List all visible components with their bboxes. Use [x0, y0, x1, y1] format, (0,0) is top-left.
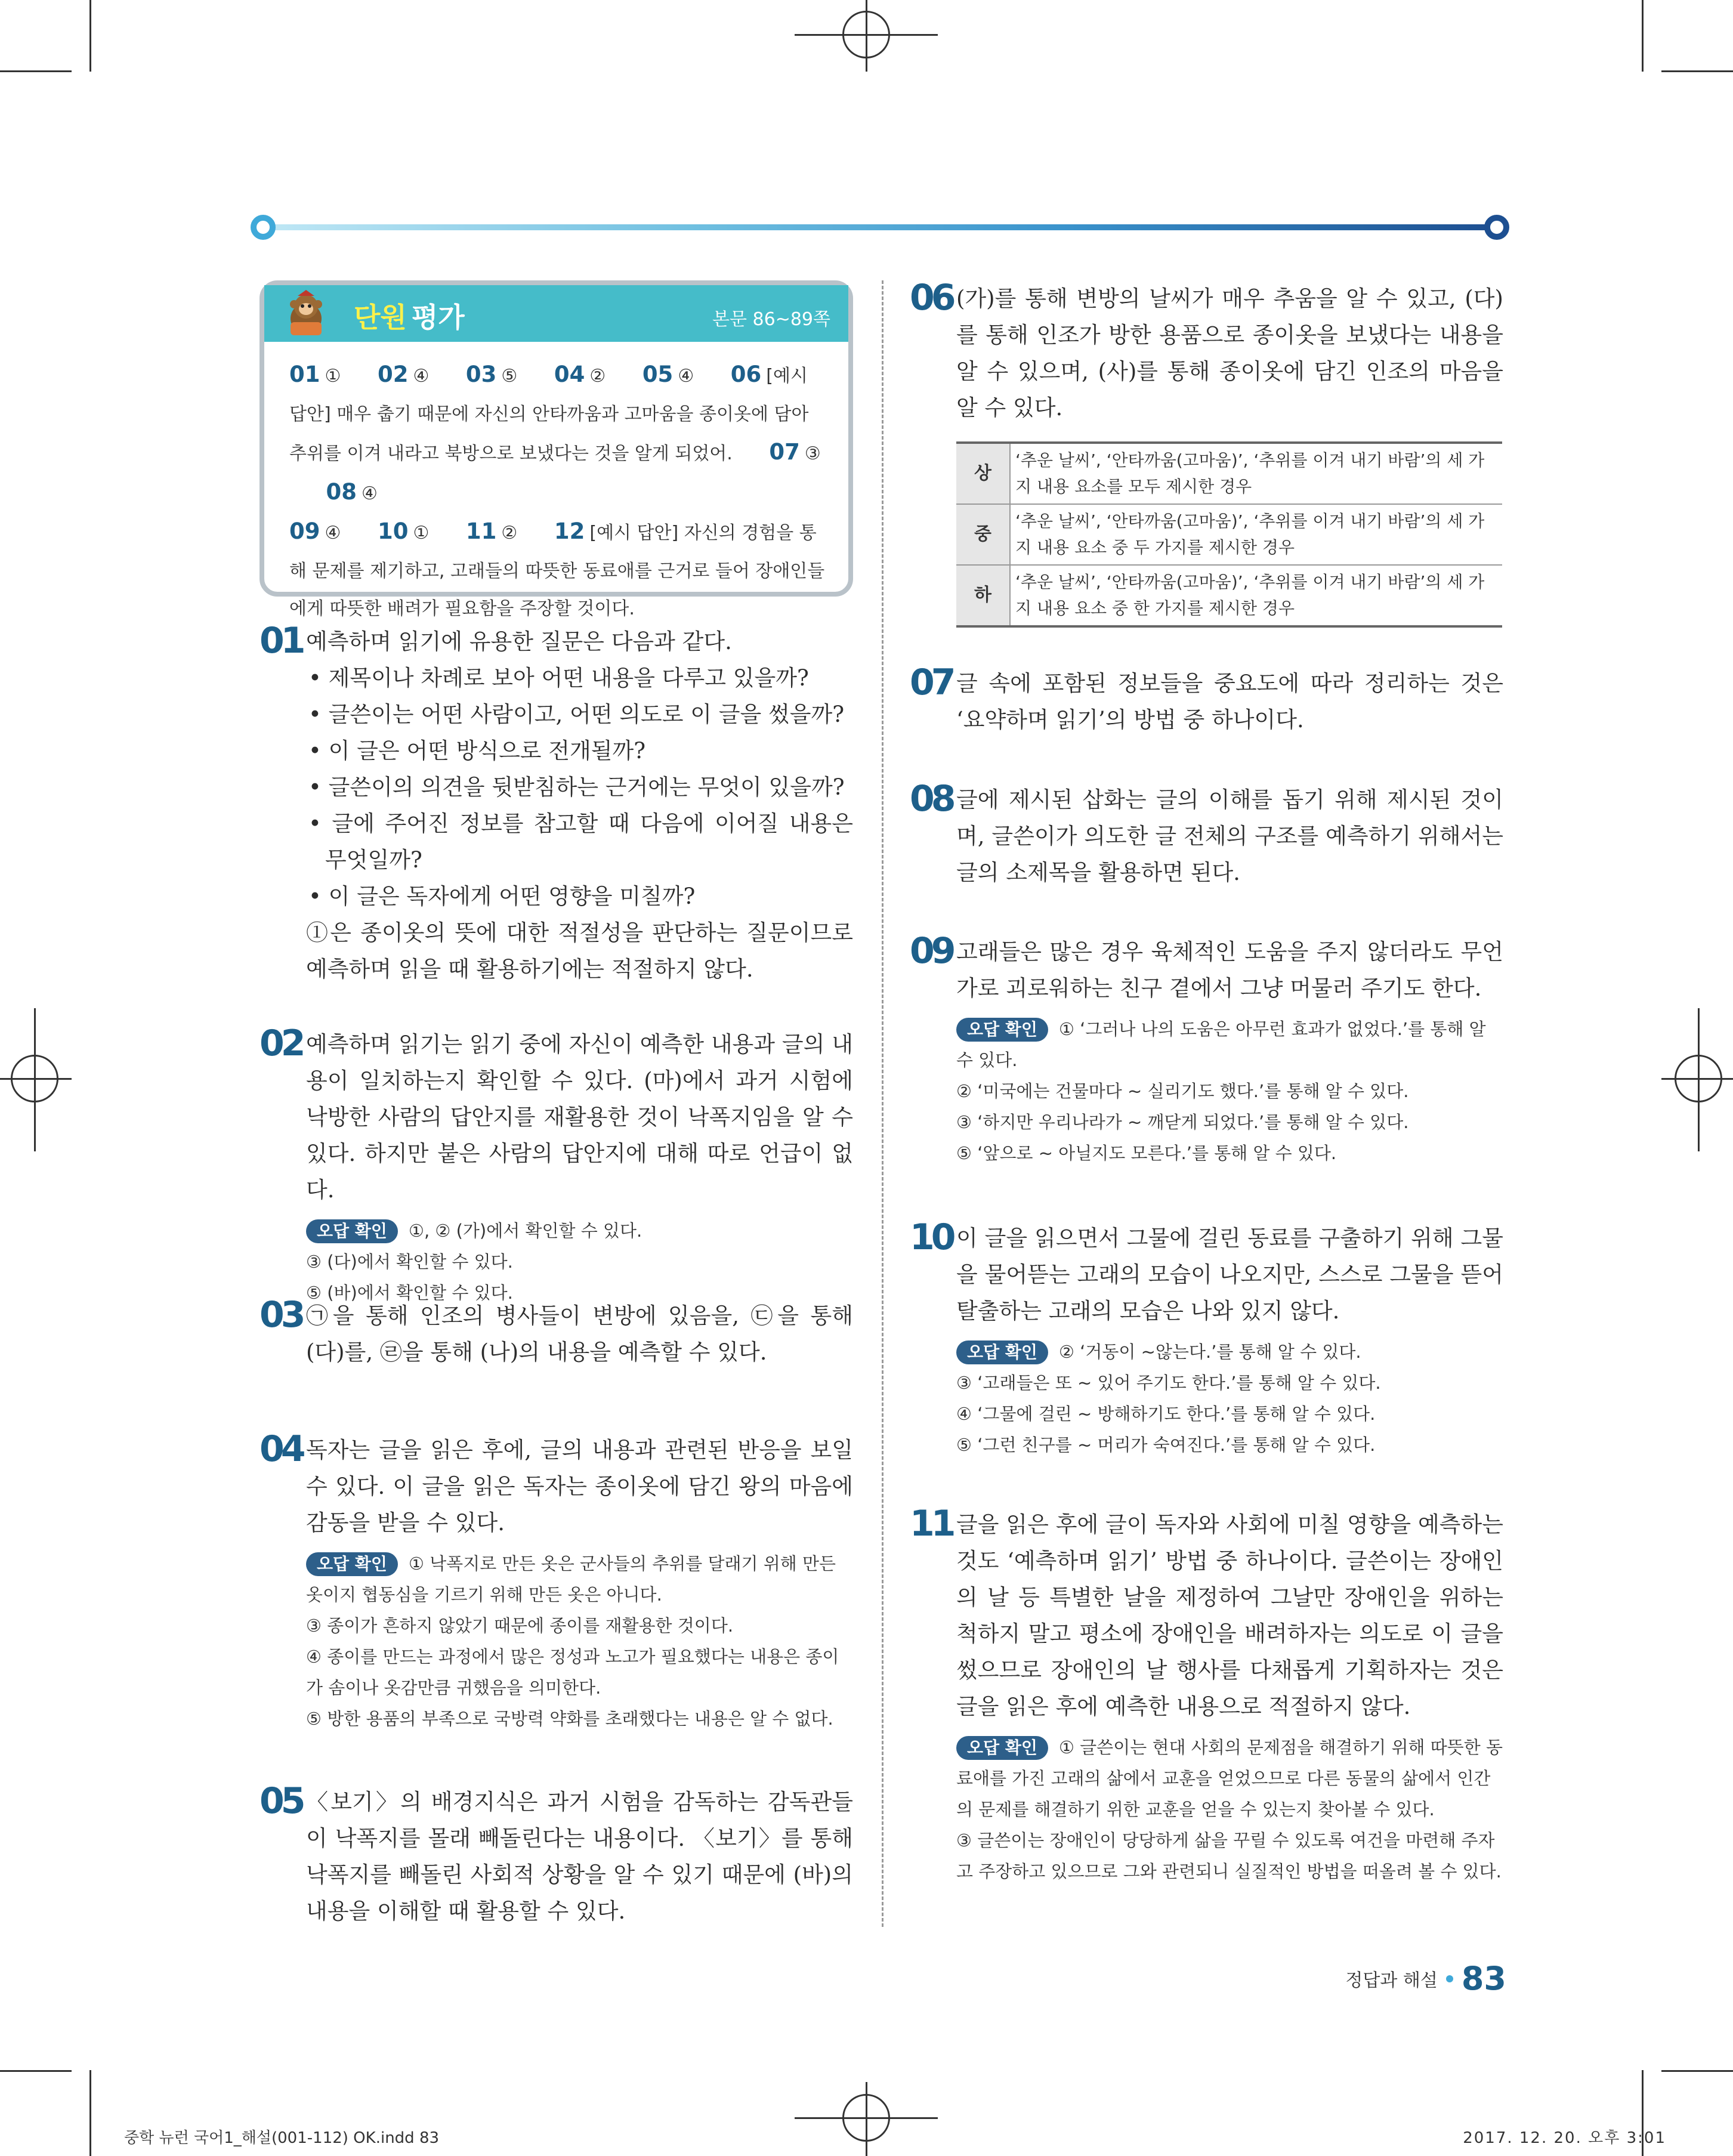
- answer-number: 08: [326, 478, 357, 505]
- question-number: 06: [910, 277, 953, 319]
- wrong-answer-note: [956, 1336, 1503, 1460]
- note-line: ① 글쓴이는 현대 사회의 문제점을 해결하기 위해 따뜻한 동료애를 가진 고래의 삶에서 교훈을 얻었으므로 다른 동물의 삶에서 인간의 문제를 해결하기 위한 교훈을 얻을 수 있는지 찾아볼 수 있다.: [956, 1737, 1503, 1820]
- note-line: ② ‘거동이 ~않는다.’를 통해 알 수 있다.: [1058, 1342, 1361, 1362]
- unit-page-reference: 본문 86~89쪽: [712, 309, 830, 330]
- answer-10: [377, 518, 430, 544]
- answer-number: 04: [554, 362, 585, 387]
- list-item: • 글쓴이의 의견을 뒷받침하는 근거에는 무엇이 있을까?: [308, 774, 845, 800]
- answer-number: 09: [289, 518, 320, 544]
- registration-cross-left-h: [0, 1078, 72, 1080]
- column-divider: [882, 280, 884, 1927]
- unit-evaluation-box: [260, 280, 853, 619]
- answer-value: ②: [589, 366, 606, 387]
- explanation-text: [306, 623, 853, 987]
- registration-cross-right-h: [1661, 1078, 1733, 1080]
- wrong-answer-badge: 오답 확인: [956, 1340, 1048, 1364]
- question-number: 08: [910, 778, 953, 820]
- registration-cross-top-v: [866, 0, 867, 72]
- explanation-11: [910, 1503, 1503, 1887]
- answer-value: ④: [325, 523, 341, 543]
- wrong-answer-badge: 오답 확인: [956, 1736, 1048, 1760]
- monkey-mascot-icon: [281, 289, 331, 339]
- answer-02: [377, 362, 430, 387]
- question-number: 02: [260, 1023, 302, 1064]
- question-number: 05: [260, 1780, 302, 1822]
- registration-cross-bottom-v: [866, 2082, 867, 2156]
- unit-title-highlight: 단원: [354, 301, 407, 333]
- answer-05: [642, 362, 694, 387]
- answer-06: [289, 362, 809, 464]
- answer-number: 11: [465, 518, 497, 544]
- wrong-answer-note: [956, 1732, 1503, 1887]
- crop-mark-bl-v: [89, 2070, 91, 2156]
- answer-09: [289, 518, 341, 544]
- explanation-08: [910, 778, 1503, 891]
- question-number: 11: [910, 1503, 953, 1545]
- answer-value: ④: [413, 366, 430, 387]
- explanation-text: 글을 읽은 후에 글이 독자와 사회에 미칠 영향을 예측하는 것도 ‘예측하며 읽기’ 방법 중 하나이다. 글쓴이는 장애인의 날 등 특별한 날을 제정하여 그날만 장애인을 위하는 척하지 말고 평소에 장애인을 배려하자는 의도로 이 글을 썼으므로 장애인의 날 행사를 다채롭게 기획하자는 것은 글을 읽은 후에 예측한 내용으로 적절하지 않다.: [956, 1512, 1503, 1719]
- note-line: ⑤ ‘앞으로 ~ 아닐지도 모른다.’를 통해 알 수 있다.: [956, 1143, 1337, 1163]
- wrong-answer-note: [956, 1014, 1503, 1169]
- grade-cell: 상: [956, 443, 1010, 504]
- list-item: • 글쓴이는 어떤 사람이고, 어떤 의도로 이 글을 썼을까?: [308, 702, 845, 727]
- explanation-text: 독자는 글을 읽은 후에, 글의 내용과 관련된 반응을 보일 수 있다. 이 글을 읽은 독자는 종이옷에 담긴 왕의 마음에 감동을 받을 수 있다.: [306, 1437, 853, 1536]
- intro-text: 예측하며 읽기에 유용한 질문은 다음과 같다.: [306, 629, 732, 654]
- header-dot-left: [251, 215, 276, 240]
- answer-number: 01: [289, 362, 320, 387]
- unit-evaluation-title: [354, 296, 465, 335]
- registration-cross-left-v: [34, 1008, 36, 1151]
- wrong-answer-badge: 오답 확인: [306, 1552, 398, 1576]
- note-line: ② ‘미국에는 건물마다 ~ 실리기도 했다.’를 통해 알 수 있다.: [956, 1081, 1409, 1101]
- note-line: ③ 글쓴이는 장애인이 당당하게 삶을 꾸릴 수 있도록 여건을 마련해 주자고 주장하고 있으므로 그와 관련되니 실질적인 방법을 떠올려 볼 수 있다.: [956, 1830, 1502, 1882]
- explanation-02: [260, 1023, 853, 1308]
- explanation-text: 글에 제시된 삽화는 글의 이해를 돕기 위해 제시된 것이며, 글쓴이가 의도한 글 전체의 구조를 예측하기 위해서는 글의 소제목을 활용하면 된다.: [956, 787, 1503, 885]
- print-slug-filename: 중학 뉴런 국어1_해설(001-112) OK.indd 83: [124, 2129, 440, 2147]
- question-number: 09: [910, 930, 953, 972]
- note-line: ④ 종이를 만드는 과정에서 많은 정성과 노고가 필요했다는 내용은 종이가 솜이나 옷감만큼 귀했음을 의미한다.: [306, 1647, 839, 1698]
- list-item: • 이 글은 어떤 방식으로 전개될까?: [308, 738, 646, 764]
- table-row: [956, 504, 1502, 565]
- note-line: ③ ‘고래들은 또 ~ 있어 주기도 한다.’를 통해 알 수 있다.: [956, 1373, 1381, 1393]
- note-line: ③ ‘하지만 우리나라가 ~ 깨닫게 되었다.’를 통해 알 수 있다.: [956, 1112, 1409, 1132]
- answer-value: ②: [501, 523, 518, 543]
- page-number: 83: [1461, 1960, 1506, 1997]
- explanation-text: 글 속에 포함된 정보들을 중요도에 따라 정리하는 것은 ‘요약하며 읽기’의 방법 중 하나이다.: [956, 671, 1503, 733]
- explanation-05: [260, 1780, 853, 1929]
- page-number-footer: [1345, 1960, 1506, 1997]
- footer-bullet-icon: [1446, 1975, 1453, 1982]
- grade-cell: 중: [956, 504, 1010, 565]
- unit-title-rest: 평가: [411, 301, 465, 333]
- answer-value: ⑤: [501, 366, 518, 387]
- wrong-answer-badge: 오답 확인: [306, 1219, 398, 1243]
- explanation-07: [910, 662, 1503, 738]
- explanation-text: (가)를 통해 변방의 날씨가 매우 추움을 알 수 있고, (다)를 통해 인조가 방한 용품으로 종이옷을 보냈다는 내용을 알 수 있으며, (사)를 통해 종이옷에 담긴 인조의 마음을 알 수 있다.: [956, 286, 1503, 421]
- crop-mark-tr-v: [1642, 0, 1644, 72]
- answer-value: ④: [678, 366, 694, 387]
- explanation-06: [910, 277, 1503, 628]
- question-number: 07: [910, 662, 953, 703]
- unit-evaluation-header: [264, 285, 848, 342]
- answer-value: ④: [362, 483, 378, 504]
- unit-answer-key: [289, 356, 829, 628]
- answer-value: ①: [413, 523, 430, 543]
- answer-11: [465, 518, 518, 544]
- answer-01: [289, 362, 341, 387]
- list-item: • 글에 주어진 정보를 참고할 때 다음에 이어질 내용은 무엇일까?: [308, 811, 853, 873]
- answer-value: ③: [804, 443, 821, 464]
- grade-cell: 하: [956, 565, 1010, 626]
- print-slug-timestamp: 2017. 12. 20. 오후 3:01: [1463, 2129, 1666, 2147]
- answer-04: [554, 362, 606, 387]
- crop-mark-tl-h: [0, 70, 72, 72]
- answer-value: [예시 답안] 매우 춥기 때문에 자신의 안타까움과 고마움을 종이옷에 담아 추위를 이겨 내라고 북방으로 보냈다는 것을 알게 되었어.: [289, 366, 809, 464]
- explanation-text: 고래들은 많은 경우 육체적인 도움을 주지 않더라도 무언가로 괴로워하는 친구 곁에서 그냥 머물러 주기도 한다.: [956, 939, 1503, 1001]
- explanation-03: [260, 1294, 853, 1370]
- note-line: ③ (다)에서 확인할 수 있다.: [306, 1252, 513, 1272]
- answer-number: 02: [377, 362, 409, 387]
- answer-number: 05: [642, 362, 674, 387]
- answer-08: [326, 478, 378, 505]
- grading-table: [956, 441, 1502, 628]
- answer-12: [289, 518, 825, 619]
- question-number: 03: [260, 1294, 302, 1336]
- explanation-text: ㉠을 통해 인조의 병사들이 변방에 있음을, ㉢을 통해 (다)를, ㉣을 통해 (나)의 내용을 예측할 수 있다.: [306, 1303, 853, 1365]
- crop-mark-bl-h: [0, 2070, 72, 2072]
- footer-label: 정답과 해설: [1345, 1970, 1438, 1991]
- header-bar: [251, 212, 1509, 242]
- header-gradient-line: [268, 224, 1491, 230]
- criteria-cell: ‘추운 날씨’, ‘안타까움(고마움)’, ‘추위를 이겨 내기 바람’의 세 가지 내용 요소 중 한 가지를 제시한 경우: [1010, 565, 1502, 626]
- answer-number: 12: [554, 518, 585, 544]
- answer-number: 03: [465, 362, 497, 387]
- answer-number: 07: [769, 439, 800, 465]
- note-line: ⑤ 방한 용품의 부족으로 국방력 약화를 초래했다는 내용은 알 수 없다.: [306, 1709, 833, 1729]
- note-line: ④ ‘그물에 걸린 ~ 방해하기도 한다.’를 통해 알 수 있다.: [956, 1404, 1376, 1424]
- crop-mark-tl-v: [89, 0, 91, 72]
- note-line: ① 낙폭지로 만든 옷은 군사들의 추위를 달래기 위해 만든 옷이지 협동심을 기르기 위해 만든 옷은 아니다.: [306, 1553, 836, 1605]
- answer-value: [예시 답안] 자신의 경험을 통해 문제를 제기하고, 고래들의 따뜻한 동료애를 근거로 들어 장애인들에게 따뜻한 배려가 필요함을 주장할 것이다.: [289, 523, 825, 619]
- note-line: ③ 종이가 흔하지 않았기 때문에 종이를 재활용한 것이다.: [306, 1616, 734, 1636]
- explanation-text: 예측하며 읽기는 읽기 중에 자신이 예측한 내용과 글의 내용이 일치하는지 확인할 수 있다. (마)에서 과거 시험에 낙방한 사람의 답안지를 재활용한 것이 낙폭지임을 알 수 있다. 하지만 붙은 사람의 답안지에 대해 따로 언급이 없다.: [306, 1031, 853, 1203]
- explanation-text: 이 글을 읽으면서 그물에 걸린 동료를 구출하기 위해 그물을 물어뜯는 고래의 모습이 나오지만, 스스로 그물을 뜯어 탈출하는 고래의 모습은 나와 있지 않다.: [956, 1225, 1503, 1324]
- list-item: • 이 글은 독자에게 어떤 영향을 미칠까?: [308, 884, 696, 909]
- registration-cross-right-v: [1698, 1008, 1700, 1151]
- table-row: [956, 443, 1502, 504]
- wrong-answer-badge: 오답 확인: [956, 1018, 1048, 1042]
- list-item: • 제목이나 차례로 보아 어떤 내용을 다루고 있을까?: [308, 665, 809, 691]
- explanation-01: [260, 620, 853, 987]
- answer-number: 06: [730, 362, 762, 387]
- note-line: ⑤ (바)에서 확인할 수 있다.: [306, 1283, 513, 1303]
- note-line: ⑤ ‘그런 친구를 ~ 머리가 숙여진다.’를 통해 알 수 있다.: [956, 1435, 1376, 1455]
- criteria-cell: ‘추운 날씨’, ‘안타까움(고마움)’, ‘추위를 이겨 내기 바람’의 세 가지 내용 요소 중 두 가지를 제시한 경우: [1010, 504, 1502, 565]
- header-dot-right: [1484, 215, 1509, 240]
- answer-value: ①: [325, 366, 341, 387]
- question-number: 01: [260, 620, 302, 662]
- note-line: ① ‘그러나 나의 도움은 아무런 효과가 없었다.’를 통해 알 수 있다.: [956, 1019, 1486, 1070]
- answer-number: 10: [377, 518, 409, 544]
- crop-mark-tr-h: [1661, 70, 1733, 72]
- note-line: ①, ② (가)에서 확인할 수 있다.: [408, 1221, 642, 1241]
- wrong-answer-note: [306, 1215, 853, 1308]
- answer-03: [465, 362, 518, 387]
- question-number: 04: [260, 1428, 302, 1470]
- crop-mark-br-h: [1661, 2070, 1733, 2072]
- explanation-10: [910, 1216, 1503, 1460]
- criteria-cell: ‘추운 날씨’, ‘안타까움(고마움)’, ‘추위를 이겨 내기 바람’의 세 가지 내용 요소를 모두 제시한 경우: [1010, 443, 1502, 504]
- explanation-09: [910, 930, 1503, 1169]
- explanation-04: [260, 1428, 853, 1734]
- table-row: [956, 565, 1502, 626]
- wrong-answer-note: [306, 1548, 853, 1734]
- question-number: 10: [910, 1216, 953, 1258]
- explanation-text: 〈보기〉의 배경지식은 과거 시험을 감독하는 감독관들이 낙폭지를 몰래 빼돌린다는 내용이다. 〈보기〉를 통해 낙폭지를 빼돌린 사회적 상황을 알 수 있기 때문에 (바)의 내용을 이해할 때 활용할 수 있다.: [306, 1789, 853, 1924]
- answer-07: [769, 439, 821, 465]
- conclusion-text: ①은 종이옷의 뜻에 대한 적절성을 판단하는 질문이므로 예측하며 읽을 때 활용하기에는 적절하지 않다.: [306, 920, 853, 982]
